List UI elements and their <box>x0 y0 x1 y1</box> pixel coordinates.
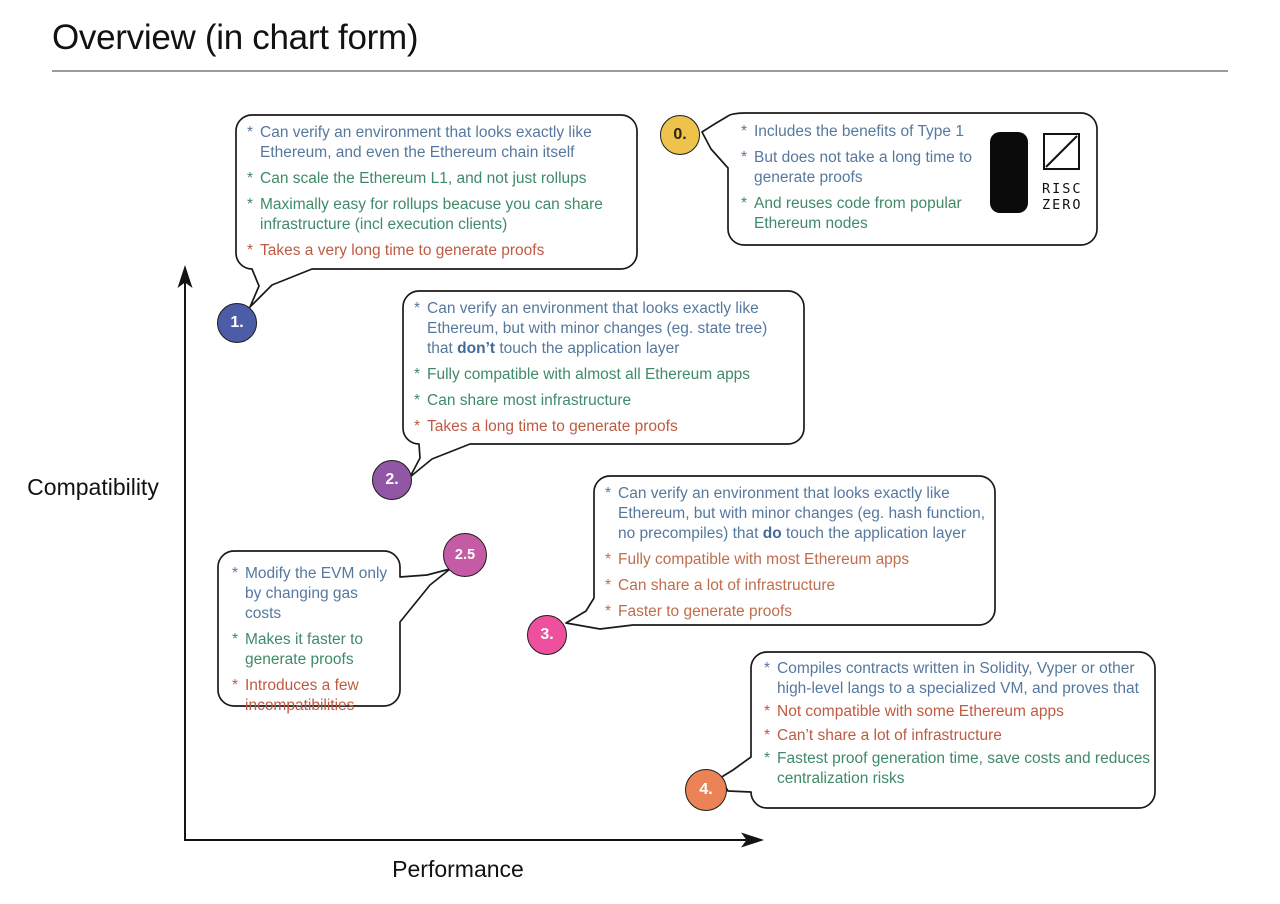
risc-zero-square-icon <box>1043 133 1080 170</box>
type-0-marker-label: 0. <box>673 126 687 143</box>
risc-zero-bar-icon <box>990 132 1028 213</box>
note-text: Not compatible with some Ethereum apps <box>777 703 1064 720</box>
note-text: Can verify an environment that looks exactly like Ethereum, but with minor changes (eg. hash function, no precompiles) that do touch the application layer <box>618 485 986 542</box>
note-line <box>605 484 991 544</box>
note-text: Fastest proof generation time, save costs and reduces centralization risks <box>777 750 1151 787</box>
note-line <box>605 602 991 622</box>
note-line <box>741 148 981 188</box>
type-4-marker <box>685 769 727 811</box>
note-line <box>605 576 991 596</box>
bullet-asterisk: * <box>232 565 239 582</box>
note-line <box>764 726 1152 746</box>
type1-note-list <box>247 123 627 267</box>
type-2-marker-label: 2. <box>385 471 399 488</box>
note-line <box>247 195 627 235</box>
bullet-asterisk: * <box>764 750 771 767</box>
bullet-asterisk: * <box>605 551 612 568</box>
type-3-marker-label: 3. <box>540 626 554 643</box>
note-text: And reuses code from popular Ethereum nodes <box>754 195 962 232</box>
type2-5-note-list <box>232 564 394 722</box>
bullet-asterisk: * <box>232 677 239 694</box>
bullet-asterisk: * <box>247 196 254 213</box>
type-2-marker <box>372 460 412 500</box>
note-text: Modify the EVM only by changing gas costs <box>245 565 388 622</box>
type-2-5-marker-label: 2.5 <box>454 547 476 563</box>
note-line <box>414 391 796 411</box>
risc-zero-wordmark <box>1042 181 1083 213</box>
note-line <box>414 299 796 359</box>
bullet-asterisk: * <box>741 123 748 140</box>
risc-zero-wordmark-line2: ZERO <box>1042 197 1083 213</box>
note-line <box>741 122 981 142</box>
type-2-5-marker <box>443 533 487 577</box>
note-text: Makes it faster to generate proofs <box>245 631 364 668</box>
risc-zero-wordmark-line1: RISC <box>1042 181 1083 197</box>
note-text: Fully compatible with almost all Ethereum apps <box>427 366 751 383</box>
note-text: Can scale the Ethereum L1, and not just rollups <box>260 170 587 187</box>
type-1-marker <box>217 303 257 343</box>
type-1-marker-label: 1. <box>230 314 244 331</box>
note-line <box>232 630 394 670</box>
type2-note-list <box>414 299 796 443</box>
note-text: Takes a very long time to generate proofs <box>260 242 545 259</box>
note-text: Can share most infrastructure <box>427 392 632 409</box>
bullet-asterisk: * <box>247 124 254 141</box>
bullet-asterisk: * <box>764 703 771 720</box>
note-text: Maximally easy for rollups beacuse you can share infrastructure (incl execution clients) <box>260 196 603 233</box>
note-text: But does not take a long time to generate proofs <box>754 149 972 186</box>
type0-note-list <box>741 122 981 240</box>
bullet-asterisk: * <box>605 603 612 620</box>
bullet-asterisk: * <box>741 149 748 166</box>
note-line <box>232 564 394 624</box>
note-line <box>764 659 1152 698</box>
bullet-asterisk: * <box>605 577 612 594</box>
note-text: Introduces a few incompatibilities <box>245 677 359 714</box>
type-0-marker <box>660 115 700 155</box>
note-line <box>247 169 627 189</box>
note-line <box>232 676 394 716</box>
note-text: Fully compatible with most Ethereum apps <box>618 551 910 568</box>
note-text: Includes the benefits of Type 1 <box>754 123 964 140</box>
note-line <box>764 749 1152 788</box>
type3-note-list <box>605 484 991 628</box>
note-line <box>247 123 627 163</box>
note-line <box>414 365 796 385</box>
note-text: Can verify an environment that looks exactly like Ethereum, but with minor changes (eg. state tree) that don’t touch the application layer <box>427 300 768 357</box>
bullet-asterisk: * <box>247 170 254 187</box>
title-divider <box>52 70 1228 72</box>
bullet-asterisk: * <box>414 392 421 409</box>
y-axis-label: Compatibility <box>27 474 159 500</box>
note-line <box>414 417 796 437</box>
type-4-marker-label: 4. <box>699 781 713 798</box>
note-text: Faster to generate proofs <box>618 603 793 620</box>
bullet-asterisk: * <box>414 300 421 317</box>
note-text: Can verify an environment that looks exactly like Ethereum, and even the Ethereum chain itself <box>260 124 592 161</box>
x-axis-label: Performance <box>392 856 524 882</box>
note-text: Can’t share a lot of infrastructure <box>777 726 1002 744</box>
note-text: Can share a lot of infrastructure <box>618 577 836 594</box>
note-line <box>247 241 627 261</box>
note-line <box>605 550 991 570</box>
type4-note-list <box>764 659 1152 792</box>
note-text: Compiles contracts written in Solidity, Vyper or other high-level langs to a specialized VM, and proves that <box>777 660 1139 697</box>
note-line <box>764 702 1152 722</box>
note-line <box>741 194 981 234</box>
note-text: Takes a long time to generate proofs <box>427 418 678 435</box>
bullet-asterisk: * <box>247 242 254 259</box>
type-3-marker <box>527 615 567 655</box>
page-title: Overview (in chart form) <box>52 18 419 57</box>
bullet-asterisk: * <box>414 366 421 383</box>
bullet-asterisk: * <box>764 660 771 677</box>
risc-zero-logo <box>990 132 1086 217</box>
bullet-asterisk: * <box>605 485 612 502</box>
bullet-asterisk: * <box>741 195 748 212</box>
bullet-asterisk: * <box>764 726 771 744</box>
bullet-asterisk: * <box>414 418 421 435</box>
bullet-asterisk: * <box>232 631 239 648</box>
